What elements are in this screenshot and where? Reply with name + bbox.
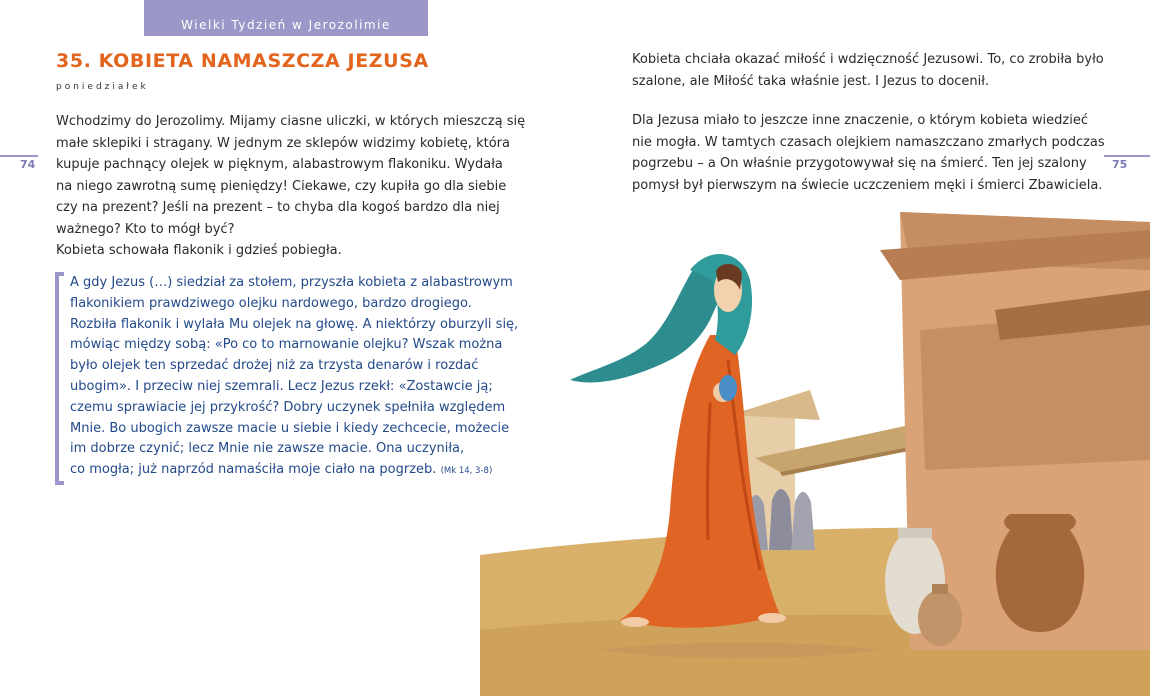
scripture-reference: (Mk 14, 3-8)	[440, 466, 493, 477]
scripture-quote-text: A gdy Jezus (…) siedział za stołem, przyszła kobieta z alabastrowym flakonikiem prawdziwego olejku nardowego, bardzo drogiego. Rozbiła flakonik i wylała Mu olejek na głowę. A niektórzy oburzyli się, mówiąc między sobą: «Po co to marnowanie olejku? Wszak można było olejek ten sprzedać drożej niż za trzysta denarów i rozdać ubogim». I przeciw niej szemrali. Lecz Jezus rzekł: «Zostawcie ją; czemu sprawiacie jej przykrość? Dobry uczynek spełniła względem Mnie. Bo ubogich zawsze macie u siebie i kiedy zechcecie, możecie im dobrze czynić; lecz Mnie nie zawsze macie. Ona uczyniła, co mogła; już naprzód namaściła moje ciało na pogrzeb.	[70, 275, 519, 478]
right-paragraph-1: Kobieta chciała okazać miłość i wdzięczność Jezusowi. To, co zrobiła było szalone, ale Miłość taka właśnie jest. I Jezus to docenił.	[632, 52, 1104, 89]
scripture-quote	[70, 273, 540, 482]
right-page-rule	[1104, 155, 1150, 157]
intro-paragraph: Wchodzimy do Jerozolimy. Mijamy ciasne uliczki, w których mieszczą się małe sklepiki i stragany. W jednym ze sklepów widzimy kobietę, która kupuje pachnący olejek w pięknym, alabastrowym flakoniku. Wydała na niego zawrotną sumę pieniędzy! Ciekawe, czy kupiła go dla siebie czy na prezent? Jeśli na prezent – to chyba dla kogoś bardzo dla niej ważnego? Kto to mógł być? Kobieta schowała flakonik i gdzieś pobiegła.	[56, 114, 526, 258]
section-header-text: Wielki Tydzień w Jerozolimie	[181, 18, 391, 32]
right-page-number: 75	[1112, 158, 1128, 171]
woman-running-illustration	[480, 210, 1150, 696]
left-page-rule	[0, 155, 38, 157]
quote-bracket	[55, 272, 64, 485]
chapter-title: 35. KOBIETA NAMASZCZA JEZUSA	[56, 50, 429, 72]
left-page-number: 74	[20, 158, 36, 171]
chapter-day: poniedziałek	[56, 82, 149, 92]
right-paragraph-2: Dla Jezusa miało to jeszcze inne znaczenie, o którym kobieta wiedzieć nie mogła. W tamtych czasach olejkiem namaszczano zmarłych podczas pogrzebu – a On właśnie przygotowywał się na śmierć. Ten jej szalony pomysł był pierwszym na świecie uczczeniem męki i śmierci Zbawiciela.	[632, 113, 1105, 193]
section-header	[144, 0, 428, 36]
